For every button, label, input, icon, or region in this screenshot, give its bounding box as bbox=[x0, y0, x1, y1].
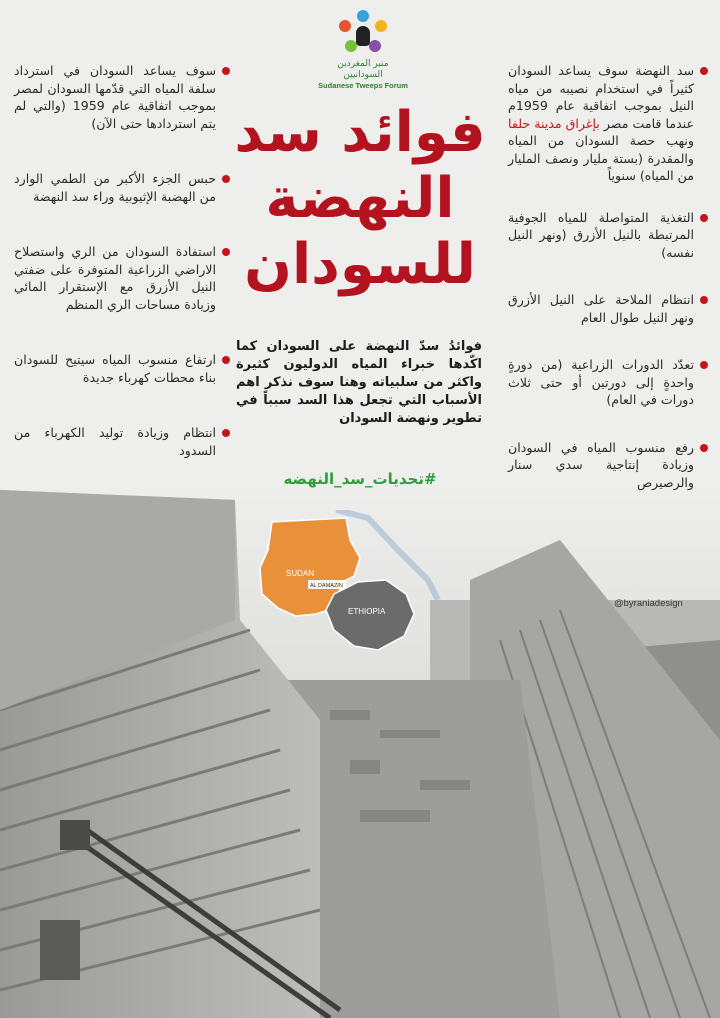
benefit-text: رفع منسوب المياه في السودان وزيادة إنتاجية سدي سنار والرصيرص bbox=[508, 439, 694, 490]
logo-english-name: Sudanese Tweeps Forum bbox=[318, 81, 408, 90]
bullet-icon bbox=[222, 67, 230, 75]
bullet-icon bbox=[222, 175, 230, 183]
benefit-item bbox=[508, 209, 708, 262]
benefit-item bbox=[508, 439, 708, 492]
benefit-text: تعدّد الدورات الزراعية (من دورةٍ واحدةٍ إلى دورتين أو حتى ثلاث دورات في العام) bbox=[508, 357, 694, 407]
benefit-item bbox=[14, 424, 230, 459]
benefit-text: سوف يساعد السودان في استرداد سلفة المياه التي قدّمها السودان لمصر بموجب اتفاقية عام 1959 (والتي لم يتم استردادها حتى الآن) bbox=[14, 63, 216, 131]
left-benefits-list bbox=[14, 62, 230, 459]
benefit-text: انتظام وزيادة توليد الكهرباء من السدود bbox=[14, 425, 216, 458]
title-line-2: النهضة bbox=[265, 166, 455, 231]
bullet-icon bbox=[700, 361, 708, 369]
hashtag: #تحديات_سد_النهضه bbox=[283, 470, 437, 488]
logo-arabic-name: منبر المغردين السودانيين bbox=[337, 59, 389, 80]
bullet-icon bbox=[222, 248, 230, 256]
bullet-icon bbox=[700, 296, 708, 304]
benefit-text: سد النهضة سوف يساعد السودان كثيراً في استخدام نصيبه من مياه النيل بموجب اتفاقية عام 1959م عندما قامت مصر bbox=[508, 63, 694, 131]
benefit-item bbox=[14, 62, 230, 132]
benefit-text: حبس الجزء الأكبر من الطمي الوارد من الهضبة الإثيوبية وراء سد النهضة bbox=[14, 171, 216, 204]
benefit-item bbox=[14, 351, 230, 386]
bullet-icon bbox=[222, 429, 230, 437]
benefit-item bbox=[14, 170, 230, 205]
sudan-label: SUDAN bbox=[286, 569, 315, 578]
bullet-icon bbox=[222, 356, 230, 364]
benefit-item bbox=[14, 243, 230, 313]
benefit-text: استفادة السودان من الري واستصلاح الاراضي الزراعية المتوفرة على ضفتي النيل الأزرق مع الإستقرار المائي وزيادة مساحات الري المنظم bbox=[14, 244, 216, 312]
benefit-item bbox=[508, 356, 708, 409]
bullet-icon bbox=[700, 214, 708, 222]
bullet-icon bbox=[700, 444, 708, 452]
ethiopia-label: ETHIOPIA bbox=[348, 607, 386, 616]
title-line-1: فوائد سد bbox=[234, 100, 486, 165]
right-benefits-list bbox=[508, 62, 708, 491]
benefit-text: التغذية المتواصلة للمياه الجوفية المرتبطة بالنيل الأزرق (ونهر النيل نفسه) bbox=[508, 209, 694, 260]
designer-credit: @byraniadesign bbox=[614, 598, 683, 609]
benefit-item bbox=[508, 62, 708, 185]
benefit-text: ارتفاع منسوب المياه سيتيح للسودان بناء محطات كهرباء جديدة bbox=[14, 352, 216, 385]
page-title bbox=[200, 100, 520, 298]
dam-label: AL DAMAZIN bbox=[310, 583, 343, 589]
region-map bbox=[238, 510, 474, 660]
benefit-item bbox=[508, 291, 708, 326]
benefit-text: انتظام الملاحة على النيل الأزرق ونهر النيل طوال العام bbox=[508, 292, 694, 325]
intro-paragraph: فوائدُ سدّ النهضة على السودان كما اكّدها خبراء المياه الدوليون كثيرة واكثر من سلبياته وهنا سوف نذكر اهم الأسباب التي تجعل هذا السد سبباً في تطوير ونهضة السودان bbox=[236, 339, 482, 426]
bullet-icon bbox=[700, 67, 708, 75]
benefit-text-continued: ونهب حصة السودان من المياه والمقدرة (بستة مليار ونصف المليار من المياه) سنوياً bbox=[508, 133, 694, 183]
benefit-highlight: بإغراق مدينة حلفا bbox=[508, 115, 600, 131]
logo-people-icon bbox=[339, 10, 387, 56]
title-line-3: للسودان bbox=[244, 232, 476, 297]
forum-logo bbox=[318, 10, 408, 96]
